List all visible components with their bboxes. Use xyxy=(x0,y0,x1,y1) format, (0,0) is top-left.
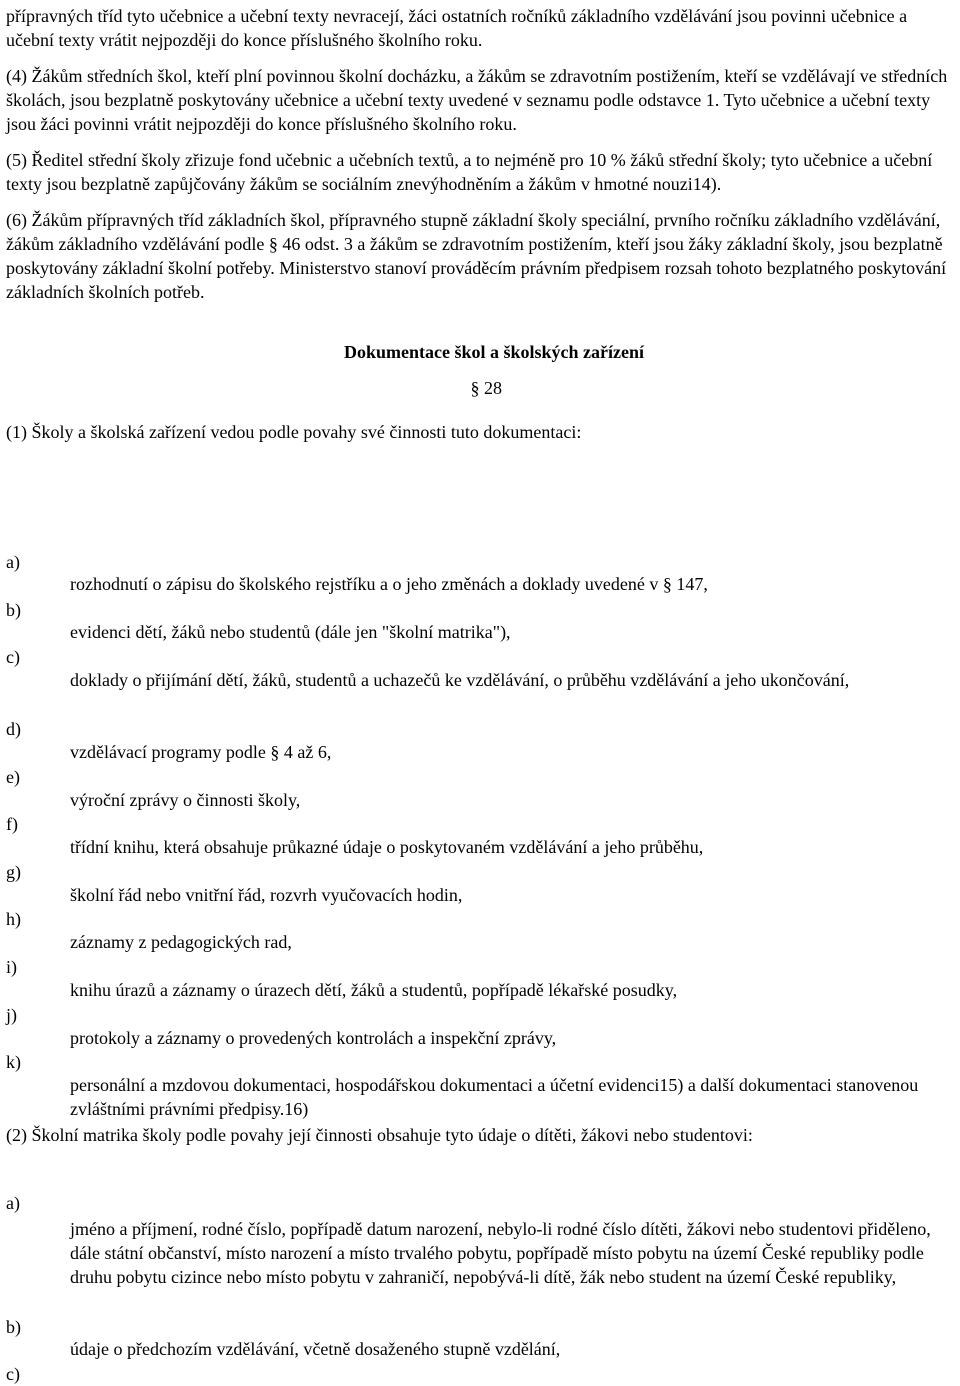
list-item-letter: d) xyxy=(6,719,21,739)
paragraph-6: (6) Žákům přípravných tříd základních škol, přípravného stupně základní školy speciální, prvního ročníku základního vzdělávání, žákům základního vzdělávání podle § 46 odst. 3 a žákům se zdravotním postižením, kteří jsou žáky základní školy, jsou bezplatně poskytovány základní školní potřeby. Ministerstvo stanoví prováděcím právním předpisem rozsah tohoto bezplatného poskytování základních školních potřeb. xyxy=(6,210,947,302)
paragraph-5: (5) Ředitel střední školy zřizuje fond učebnic a učebních textů, a to nejméně pro 10 % žáků střední školy; tyto učebnice a učební texty jsou bezplatně zapůjčovány žákům se sociálním znevýhodněním a žákům v hmotné nouzi14). xyxy=(6,150,933,194)
list-item-letter: a) xyxy=(6,552,20,572)
list-item-letter: j) xyxy=(6,1005,17,1025)
list-item-letter: b) xyxy=(6,600,21,620)
list-item-text: personální a mzdovou dokumentaci, hospodářskou dokumentaci a účetní evidenci15) a další dokumentaci stanovenou zvláštními právními předpisy.16) xyxy=(70,1075,919,1119)
paragraph-section-1: (1) Školy a školská zařízení vedou podle povahy své činnosti tuto dokumentaci: xyxy=(6,422,582,442)
list-item-letter: i) xyxy=(6,957,17,977)
list-item-text: školní řád nebo vnitřní řád, rozvrh vyučovacích hodin, xyxy=(70,885,463,905)
list-item-letter: c) xyxy=(6,647,20,667)
paragraph-intro: přípravných tříd tyto učebnice a učební texty nevracejí, žáci ostatních ročníků základního vzdělávání jsou povinni učebnice a učební texty vrátit nejpozději do konce příslušného školního roku. xyxy=(6,6,908,50)
list-item-text: třídní knihu, která obsahuje průkazné údaje o poskytovaném vzdělávání a jeho průběhu, xyxy=(70,837,704,857)
section-number: § 28 xyxy=(470,378,502,398)
list-item-letter: c) xyxy=(6,1364,20,1384)
list-item-text: výroční zprávy o činnosti školy, xyxy=(70,790,301,810)
list-item-letter: b) xyxy=(6,1317,21,1337)
paragraph-section-2: (2) Školní matrika školy podle povahy její činnosti obsahuje tyto údaje o dítěti, žákovi nebo studentovi: xyxy=(6,1125,753,1145)
list-item-text: vzdělávací programy podle § 4 až 6, xyxy=(70,742,332,762)
list-item-text: protokoly a záznamy o provedených kontrolách a inspekční zprávy, xyxy=(70,1028,557,1048)
list-item-text: evidenci dětí, žáků nebo studentů (dále jen "školní matrika"), xyxy=(70,622,511,642)
list-item-text: údaje o předchozím vzdělávání, včetně dosaženého stupně vzdělání, xyxy=(70,1339,561,1359)
list-item-letter: a) xyxy=(6,1193,20,1213)
paragraph-4: (4) Žákům středních škol, kteří plní povinnou školní docházku, a žákům se zdravotním postižením, kteří se vzdělávají ve středních školách, jsou bezplatně poskytovány učebnice a učební texty uvedené v seznamu podle odstavce 1. Tyto učebnice a učební texty jsou žáci povinni vrátit nejpozději do konce příslušného školního roku. xyxy=(6,66,948,134)
list-item-letter: e) xyxy=(6,767,20,787)
list-item-letter: f) xyxy=(6,814,18,834)
list-item-letter: h) xyxy=(6,909,21,929)
list-item-text: doklady o přijímání dětí, žáků, studentů a uchazečů ke vzdělávání, o průběhu vzdělávání a jeho ukončování, xyxy=(70,670,850,690)
list-item-text: záznamy z pedagogických rad, xyxy=(70,932,292,952)
list-item-text: knihu úrazů a záznamy o úrazech dětí, žáků a studentů, popřípadě lékařské posudky, xyxy=(70,980,678,1000)
list-item-letter: k) xyxy=(6,1052,21,1072)
list-item-text: jméno a příjmení, rodné číslo, popřípadě datum narození, nebylo-li rodné číslo dítěti, žákovi nebo studentovi přiděleno, dále státní občanství, místo narození a místo trvalého pobytu, popřípadě místo pobytu na území České republiky podle druhu pobytu cizince nebo místo pobytu v zahraničí, nepobývá-li dítě, žák nebo student na území České republiky, xyxy=(70,1219,931,1287)
document-page xyxy=(6,4,958,444)
section-heading: Dokumentace škol a školských zařízení xyxy=(343,342,644,362)
list-item-letter: g) xyxy=(6,862,21,882)
list-item-text: rozhodnutí o zápisu do školského rejstříku a o jeho změnách a doklady uvedené v § 147, xyxy=(70,574,708,594)
